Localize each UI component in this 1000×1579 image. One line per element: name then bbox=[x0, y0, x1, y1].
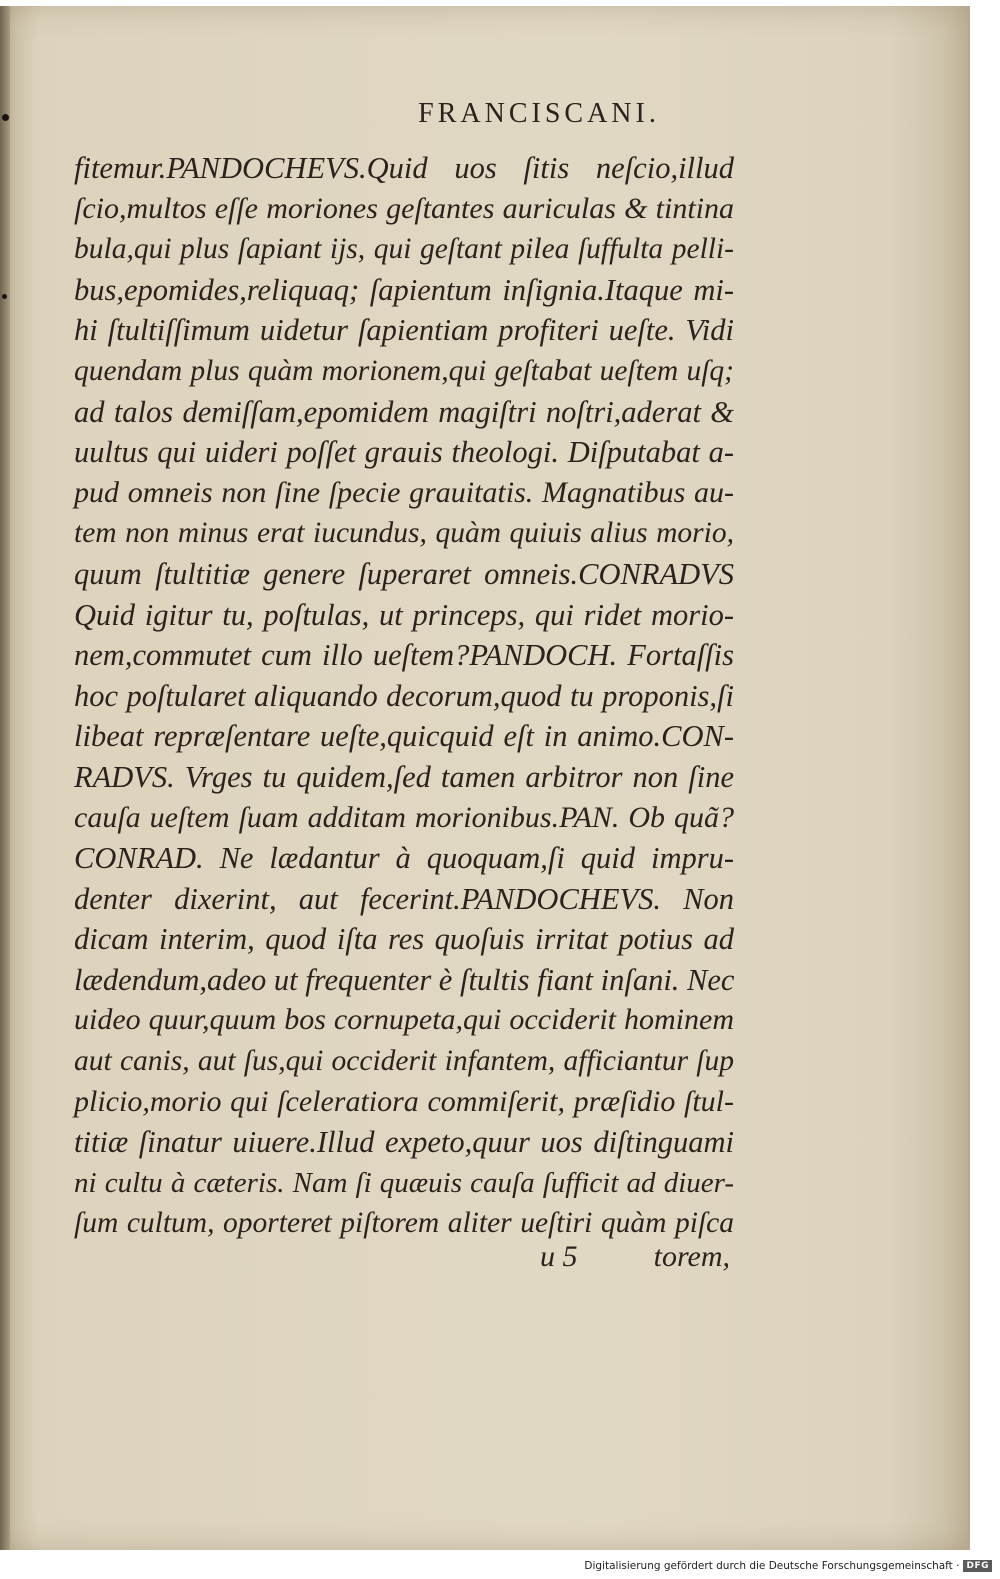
text-line: dicam interim, quod iſta res quoſuis irritat potius ad bbox=[74, 922, 734, 957]
text-line: pud omneis non ſine ſpecie grauitatis. Magnatibus au- bbox=[74, 475, 734, 509]
text-line: denter dixerint, aut fecerint.PANDOCHEVS. Non bbox=[74, 881, 734, 916]
text-line: quendam plus quàm morionem,qui geſtabat ueſtem uſq; bbox=[74, 354, 734, 387]
text-line: RADVS. Vrges tu quidem,ſed tamen arbitror non ſine bbox=[74, 759, 734, 794]
text-line: uideo quur,quum bos cornupeta,qui occiderit hominem bbox=[74, 1003, 734, 1037]
page-foot bbox=[540, 1240, 730, 1274]
text-line: lædendum,adeo ut frequenter è ſtultis fiant inſani. Nec bbox=[74, 962, 735, 997]
text-line: hoc poſtularet aliquando decorum,quod tu proponis,ſi bbox=[74, 678, 734, 713]
running-head: FRANCISCANI. bbox=[418, 98, 660, 129]
binding-hole bbox=[2, 294, 7, 299]
text-line: CONRAD. Ne lædantur à quoquam,ſi quid impru- bbox=[74, 841, 734, 876]
digitization-footer bbox=[584, 1557, 992, 1575]
text-line: libeat repræſentare ueſte,quicquid eſt in animo.CON- bbox=[74, 719, 734, 754]
text-line: plicio,morio qui ſceleratiora commiſerit, præſidio ſtul- bbox=[74, 1084, 734, 1118]
text-line: titiæ ſinatur uiuere.Illud expeto,quur uos diſtinguami bbox=[74, 1125, 734, 1160]
text-line: ni cultu à cæteris. Nam ſi quæuis cauſa ſufficit ad diuer- bbox=[74, 1166, 734, 1199]
text-line: tem non minus erat iucundus, quàm quiuis alius morio, bbox=[74, 517, 734, 550]
catchword: torem, bbox=[653, 1240, 730, 1273]
signature-mark: u 5 bbox=[540, 1240, 578, 1273]
text-line: ad talos demiſſam,epomidem magiſtri noſtri,aderat & bbox=[74, 394, 734, 429]
text-line: nem,commutet cum illo ueſtem?PANDOCH. Fortaſſis bbox=[74, 638, 734, 673]
page-gutter-edge bbox=[0, 6, 10, 1550]
text-line: Quid igitur tu, poſtulas, ut princeps, qui ridet morio- bbox=[74, 597, 734, 632]
text-line: bula,qui plus ſapiant ijs, qui geſtant pilea ſuffulta pelli- bbox=[74, 233, 734, 266]
funding-credit: Digitalisierung gefördert durch die Deutsche Forschungsgemeinschaft · bbox=[584, 1560, 960, 1572]
dfg-logo: DFG bbox=[963, 1560, 992, 1572]
text-line: fitemur.PANDOCHEVS.Quid uos ſitis neſcio,illud bbox=[74, 151, 734, 185]
text-line: bus,epomides,reliquaq; ſapientum inſignia.Itaque mi- bbox=[74, 272, 734, 307]
text-line: ſum cultum, oporteret piſtorem aliter ueſtiri quàm piſca bbox=[74, 1207, 734, 1240]
text-line: aut canis, aut ſus,qui occiderit infantem, afficiantur ſup bbox=[74, 1045, 734, 1078]
text-line: cauſa ueſtem ſuam additam morionibus.PAN. Ob quã? bbox=[74, 800, 734, 834]
body-text bbox=[74, 148, 734, 1244]
text-line: uultus qui uideri poſſet grauis theologi. Diſputabat a- bbox=[74, 435, 734, 470]
text-line: ſcio,multos eſſe moriones geſtantes auriculas & tintina bbox=[74, 191, 734, 225]
text-line: quum ſtultitiæ genere ſuperaret omneis.CONRADVS bbox=[74, 556, 734, 591]
text-line: hi ſtultiſſimum uidetur ſapientiam profiteri ueſte. Vidi bbox=[74, 313, 734, 348]
